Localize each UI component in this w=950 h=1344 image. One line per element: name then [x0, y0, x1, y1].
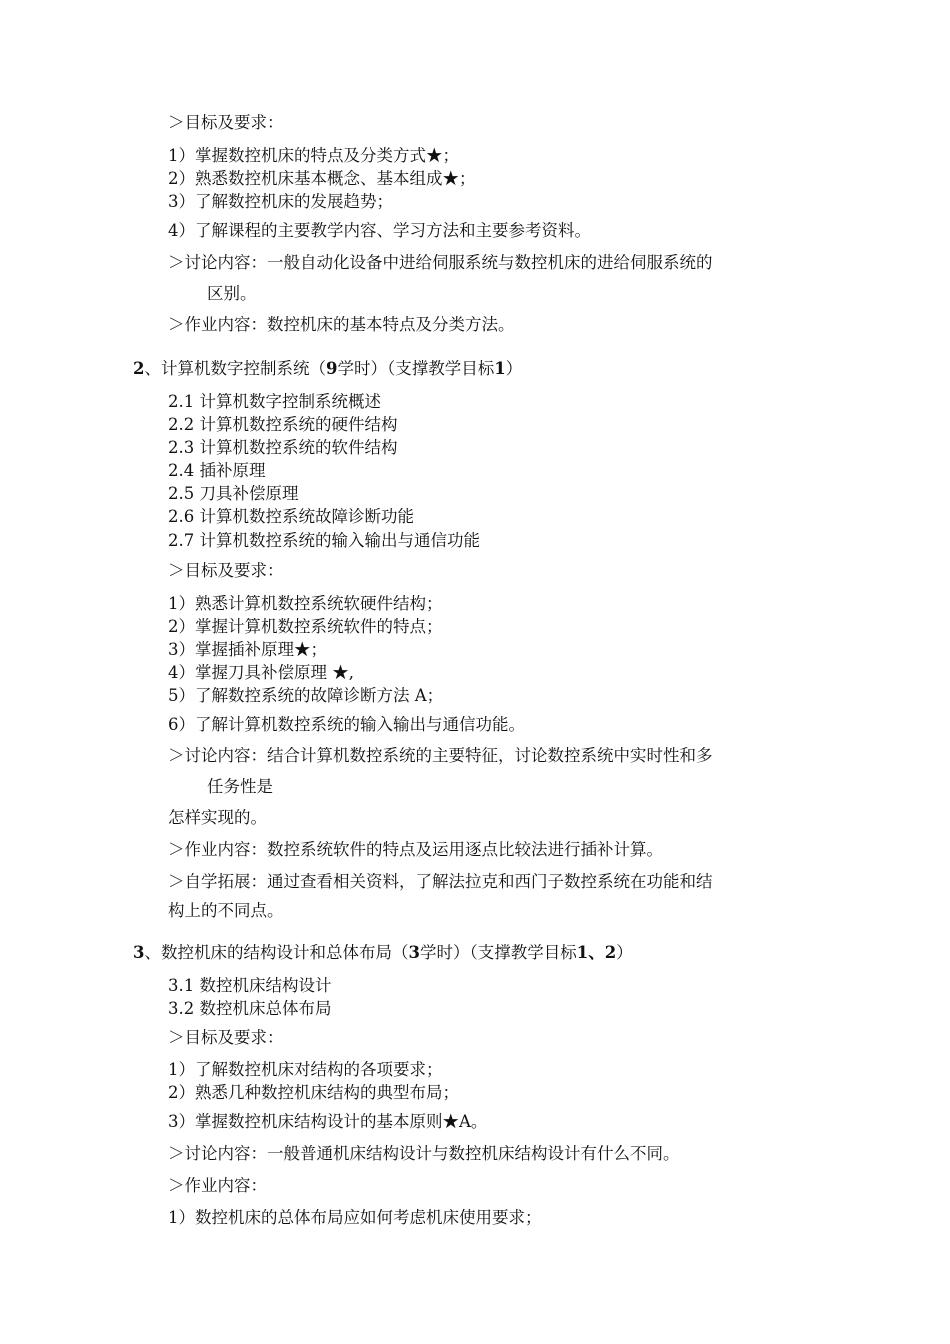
s3-goal-item: 1）了解数控机床对结构的各项要求；	[168, 1060, 443, 1079]
s2-discussion-cont: 怎样实现的。	[168, 808, 267, 827]
s2-goal-item: 1）熟悉计算机数控系统软硬件结构；	[168, 594, 443, 613]
s3-heading	[133, 943, 633, 963]
s3-homework-item: 1）数控机床的总体布局应如何考虑机床使用要求；	[168, 1208, 542, 1227]
s3-goal-item: 2）熟悉几种数控机床结构的典型布局；	[168, 1083, 459, 1102]
s2-heading	[133, 359, 522, 379]
s2-homework: ＞作业内容：数控系统软件的特点及运用逐点比较法进行插补计算。	[168, 840, 663, 859]
s3-goal-item: 3）掌握数控机床结构设计的基本原则★A。	[168, 1112, 488, 1131]
s2-goals-label: ＞目标及要求：	[168, 561, 284, 580]
s1-goal-item: 1）掌握数控机床的特点及分类方式★；	[168, 146, 459, 165]
s2-topic: 2.5 刀具补偿原理	[168, 484, 299, 503]
s3-hours: 3	[408, 943, 420, 962]
s2-goal-item: 2）掌握计算机数控系统软件的特点；	[168, 617, 443, 636]
s2-num: 2	[133, 359, 145, 378]
s2-title-a: 、计算机数字控制系统（	[144, 359, 326, 378]
s2-discussion-cont: 任务性是	[207, 777, 273, 796]
s2-topic: 2.6 计算机数控系统故障诊断功能	[168, 507, 414, 526]
s2-goal-item: 6）了解计算机数控系统的输入输出与通信功能。	[168, 715, 525, 734]
s1-goal-item: 2）熟悉数控机床基本概念、基本组成★；	[168, 169, 476, 188]
s3-discussion: ＞讨论内容：一般普通机床结构设计与数控机床结构设计有什么不同。	[168, 1144, 680, 1163]
s1-goal-item: 3）了解数控机床的发展趋势；	[168, 192, 393, 211]
s2-self-study-cont: 构上的不同点。	[168, 901, 284, 920]
s3-title-b: 学时）（支撑教学目标	[419, 943, 577, 962]
s1-goals-label: ＞目标及要求：	[168, 113, 284, 132]
s3-topic: 3.2 数控机床总体布局	[168, 999, 332, 1018]
s2-goal-ref: 1	[494, 359, 506, 378]
s3-title-a: 、数控机床的结构设计和总体布局（	[144, 943, 409, 962]
s2-topic: 2.3 计算机数控系统的软件结构	[168, 438, 398, 457]
s2-goal-item: 5）了解数控系统的故障诊断方法 A；	[168, 686, 444, 705]
s2-discussion: ＞讨论内容：结合计算机数控系统的主要特征，讨论数控系统中实时性和多	[168, 746, 713, 765]
s2-self-study: ＞自学拓展：通过查看相关资料，了解法拉克和西门子数控系统在功能和结	[168, 872, 713, 891]
s2-title-b: 学时）（支撑教学目标	[337, 359, 495, 378]
s3-num: 3	[133, 943, 145, 962]
s3-topic: 3.1 数控机床结构设计	[168, 976, 332, 995]
s1-goal-item: 4）了解课程的主要教学内容、学习方法和主要参考资料。	[168, 221, 591, 240]
s2-topic: 2.1 计算机数字控制系统概述	[168, 392, 381, 411]
s3-goals-label: ＞目标及要求：	[168, 1028, 284, 1047]
s3-goal-ref: 1、2	[576, 943, 617, 962]
s2-goal-item: 3）掌握插补原理★；	[168, 640, 327, 659]
s2-hours: 9	[325, 359, 338, 378]
s1-homework: ＞作业内容：数控机床的基本特点及分类方法。	[168, 315, 515, 334]
s2-goal-item: 4）掌握刀具补偿原理 ★,	[168, 663, 354, 682]
s2-title-c: ）	[505, 359, 523, 378]
s2-topic: 2.4 插补原理	[168, 461, 266, 480]
s2-topic: 2.2 计算机数控系统的硬件结构	[168, 415, 398, 434]
s2-topic: 2.7 计算机数控系统的输入输出与通信功能	[168, 531, 480, 550]
s3-title-c: ）	[616, 943, 633, 962]
s1-discussion-cont: 区别。	[207, 284, 257, 303]
s1-discussion: ＞讨论内容：一般自动化设备中进给伺服系统与数控机床的进给伺服系统的	[168, 253, 713, 272]
s3-homework-label: ＞作业内容：	[168, 1176, 267, 1195]
